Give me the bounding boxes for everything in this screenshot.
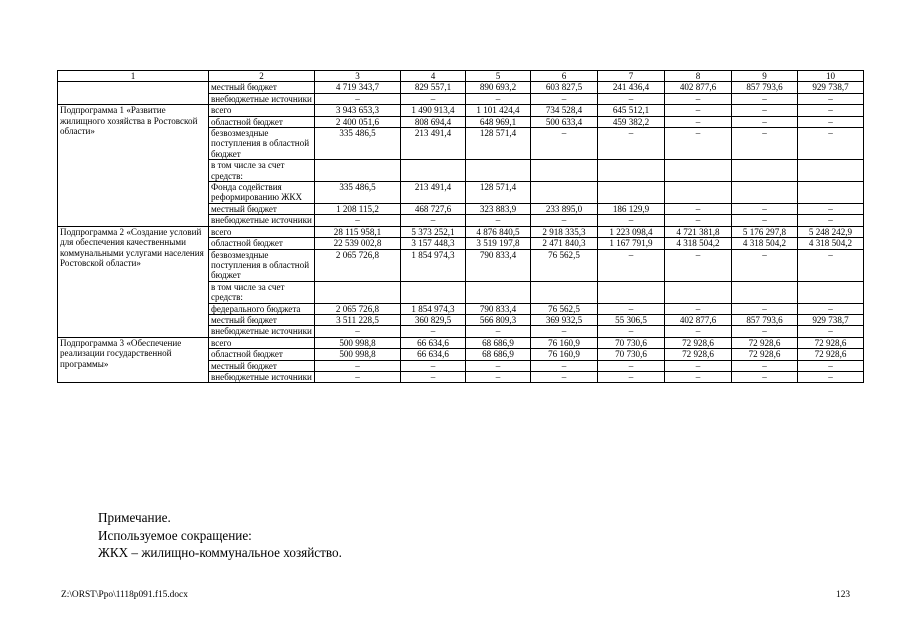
amount-cell: –: [401, 371, 466, 382]
footer-file-path: Z:\ORST\Ppo\1118p091.f15.docx: [61, 590, 188, 600]
column-number: 1: [58, 71, 209, 82]
amount-cell: –: [665, 93, 732, 104]
amount-cell: [466, 281, 531, 303]
amount-cell: –: [798, 203, 864, 214]
amount-cell: [732, 182, 798, 204]
note-abbreviation: ЖКХ – жилищно-коммунальное хозяйство.: [98, 545, 342, 560]
funding-source-cell: областной бюджет: [209, 349, 315, 360]
amount-cell: –: [466, 215, 531, 226]
amount-cell: –: [732, 116, 798, 127]
amount-cell: –: [665, 249, 732, 281]
amount-cell: 459 382,2: [598, 116, 665, 127]
amount-cell: 808 694,4: [401, 116, 466, 127]
amount-cell: 3 511 228,5: [315, 314, 401, 325]
amount-cell: –: [401, 215, 466, 226]
note-abbreviation-intro: Используемое сокращение:: [98, 527, 252, 543]
amount-cell: 72 928,6: [665, 349, 732, 360]
funding-source-cell: местный бюджет: [209, 203, 315, 214]
budget-table: [57, 70, 864, 383]
amount-cell: 5 176 297,8: [732, 226, 798, 237]
funding-source-cell: всего: [209, 105, 315, 116]
column-number: 5: [466, 71, 531, 82]
amount-cell: –: [401, 326, 466, 337]
amount-cell: –: [598, 93, 665, 104]
amount-cell: –: [732, 303, 798, 314]
page-number: 123: [836, 590, 851, 600]
note-heading: Примечание.: [98, 510, 171, 525]
amount-cell: –: [665, 371, 732, 382]
amount-cell: [598, 182, 665, 204]
column-number: 10: [798, 71, 864, 82]
amount-cell: 3 943 653,3: [315, 105, 401, 116]
amount-cell: 128 571,4: [466, 182, 531, 204]
amount-cell: 68 686,9: [466, 349, 531, 360]
amount-cell: –: [466, 93, 531, 104]
amount-cell: [798, 160, 864, 182]
amount-cell: 929 738,7: [798, 314, 864, 325]
amount-cell: 1 167 791,9: [598, 238, 665, 249]
amount-cell: –: [665, 360, 732, 371]
amount-cell: 790 833,4: [466, 303, 531, 314]
amount-cell: 66 634,6: [401, 349, 466, 360]
amount-cell: 648 969,1: [466, 116, 531, 127]
amount-cell: 128 571,4: [466, 128, 531, 160]
amount-cell: [531, 182, 598, 204]
amount-cell: [598, 160, 665, 182]
table-row: [58, 105, 864, 116]
funding-source-cell: в том числе за счет средств:: [209, 160, 315, 182]
amount-cell: 500 998,8: [315, 349, 401, 360]
funding-source-cell: внебюджетные источники: [209, 215, 315, 226]
amount-cell: 1 208 115,2: [315, 203, 401, 214]
amount-cell: 72 928,6: [732, 337, 798, 348]
amount-cell: 22 539 002,8: [315, 238, 401, 249]
amount-cell: –: [798, 93, 864, 104]
amount-cell: 213 491,4: [401, 182, 466, 204]
funding-source-cell: безвозмездные поступления в областной бюджет: [209, 128, 315, 160]
amount-cell: 4 318 504,2: [665, 238, 732, 249]
amount-cell: –: [315, 326, 401, 337]
amount-cell: –: [315, 93, 401, 104]
program-name-cell: [58, 82, 209, 105]
column-number: 2: [209, 71, 315, 82]
amount-cell: 402 877,6: [665, 82, 732, 93]
amount-cell: –: [531, 371, 598, 382]
amount-cell: 72 928,6: [665, 337, 732, 348]
amount-cell: 1 854 974,3: [401, 303, 466, 314]
column-number: 8: [665, 71, 732, 82]
amount-cell: –: [531, 326, 598, 337]
amount-cell: 3 519 197,8: [466, 238, 531, 249]
amount-cell: –: [315, 371, 401, 382]
amount-cell: 4 318 504,2: [798, 238, 864, 249]
amount-cell: –: [665, 203, 732, 214]
amount-cell: 186 129,9: [598, 203, 665, 214]
amount-cell: 369 932,5: [531, 314, 598, 325]
amount-cell: –: [732, 360, 798, 371]
amount-cell: 468 727,6: [401, 203, 466, 214]
amount-cell: 929 738,7: [798, 82, 864, 93]
amount-cell: –: [732, 371, 798, 382]
amount-cell: [798, 281, 864, 303]
amount-cell: 566 809,3: [466, 314, 531, 325]
amount-cell: 3 157 448,3: [401, 238, 466, 249]
amount-cell: 402 877,6: [665, 314, 732, 325]
amount-cell: 4 318 504,2: [732, 238, 798, 249]
amount-cell: [466, 160, 531, 182]
amount-cell: 76 160,9: [531, 349, 598, 360]
program-name-cell: Подпрограмма 3 «Обеспечение реализации государственной программы»: [58, 337, 209, 383]
amount-cell: –: [598, 249, 665, 281]
amount-cell: –: [598, 360, 665, 371]
amount-cell: –: [732, 326, 798, 337]
amount-cell: [598, 281, 665, 303]
amount-cell: –: [798, 249, 864, 281]
amount-cell: [665, 281, 732, 303]
amount-cell: –: [798, 116, 864, 127]
amount-cell: 2 918 335,3: [531, 226, 598, 237]
amount-cell: –: [401, 360, 466, 371]
table-row: [58, 337, 864, 348]
amount-cell: –: [798, 128, 864, 160]
amount-cell: 857 793,6: [732, 82, 798, 93]
amount-cell: –: [732, 105, 798, 116]
amount-cell: 890 693,2: [466, 82, 531, 93]
amount-cell: [401, 160, 466, 182]
amount-cell: 1 854 974,3: [401, 249, 466, 281]
amount-cell: 360 829,5: [401, 314, 466, 325]
amount-cell: –: [531, 128, 598, 160]
amount-cell: 500 998,8: [315, 337, 401, 348]
amount-cell: 70 730,6: [598, 337, 665, 348]
amount-cell: 790 833,4: [466, 249, 531, 281]
amount-cell: –: [732, 215, 798, 226]
column-number: 6: [531, 71, 598, 82]
amount-cell: [798, 182, 864, 204]
funding-source-cell: областной бюджет: [209, 116, 315, 127]
amount-cell: –: [665, 303, 732, 314]
amount-cell: 5 248 242,9: [798, 226, 864, 237]
amount-cell: [531, 160, 598, 182]
amount-cell: 4 719 343,7: [315, 82, 401, 93]
amount-cell: –: [531, 215, 598, 226]
funding-source-cell: местный бюджет: [209, 314, 315, 325]
amount-cell: 241 436,4: [598, 82, 665, 93]
amount-cell: 72 928,6: [798, 349, 864, 360]
funding-source-cell: федерального бюджета: [209, 303, 315, 314]
amount-cell: –: [798, 360, 864, 371]
amount-cell: –: [732, 203, 798, 214]
amount-cell: 2 400 051,6: [315, 116, 401, 127]
funding-source-cell: внебюджетные источники: [209, 371, 315, 382]
program-name-cell: Подпрограмма 1 «Развитие жилищного хозяйства в Ростовской области»: [58, 105, 209, 226]
amount-cell: –: [598, 215, 665, 226]
amount-cell: 66 634,6: [401, 337, 466, 348]
amount-cell: 2 471 840,3: [531, 238, 598, 249]
amount-cell: 857 793,6: [732, 314, 798, 325]
amount-cell: –: [598, 128, 665, 160]
amount-cell: 335 486,5: [315, 128, 401, 160]
amount-cell: –: [798, 215, 864, 226]
funding-source-cell: местный бюджет: [209, 360, 315, 371]
column-number: 7: [598, 71, 665, 82]
budget-table-body: [58, 71, 864, 383]
amount-cell: [401, 281, 466, 303]
column-number: 3: [315, 71, 401, 82]
amount-cell: –: [665, 105, 732, 116]
amount-cell: 72 928,6: [732, 349, 798, 360]
funding-source-cell: всего: [209, 337, 315, 348]
amount-cell: 1 490 913,4: [401, 105, 466, 116]
funding-source-cell: внебюджетные источники: [209, 326, 315, 337]
amount-cell: [665, 160, 732, 182]
amount-cell: –: [466, 360, 531, 371]
funding-source-cell: местный бюджет: [209, 82, 315, 93]
amount-cell: 72 928,6: [798, 337, 864, 348]
amount-cell: 4 876 840,5: [466, 226, 531, 237]
amount-cell: –: [732, 93, 798, 104]
amount-cell: [315, 281, 401, 303]
amount-cell: 68 686,9: [466, 337, 531, 348]
amount-cell: –: [531, 360, 598, 371]
table-row: [58, 82, 864, 93]
amount-cell: –: [466, 326, 531, 337]
amount-cell: [665, 182, 732, 204]
amount-cell: 5 373 252,1: [401, 226, 466, 237]
amount-cell: [315, 160, 401, 182]
amount-cell: –: [732, 128, 798, 160]
amount-cell: 2 065 726,8: [315, 249, 401, 281]
funding-source-cell: областной бюджет: [209, 238, 315, 249]
column-number: 4: [401, 71, 466, 82]
amount-cell: –: [665, 128, 732, 160]
table-header-row: [58, 71, 864, 82]
amount-cell: –: [531, 93, 598, 104]
amount-cell: 76 160,9: [531, 337, 598, 348]
amount-cell: 500 633,4: [531, 116, 598, 127]
funding-source-cell: безвозмездные поступления в областной бюджет: [209, 249, 315, 281]
amount-cell: 233 895,0: [531, 203, 598, 214]
amount-cell: 2 065 726,8: [315, 303, 401, 314]
amount-cell: [732, 281, 798, 303]
amount-cell: 645 512,1: [598, 105, 665, 116]
amount-cell: –: [798, 105, 864, 116]
amount-cell: [732, 160, 798, 182]
table-row: [58, 226, 864, 237]
amount-cell: 76 562,5: [531, 249, 598, 281]
amount-cell: 1 101 424,4: [466, 105, 531, 116]
amount-cell: 70 730,6: [598, 349, 665, 360]
amount-cell: –: [466, 371, 531, 382]
amount-cell: –: [315, 360, 401, 371]
amount-cell: –: [598, 326, 665, 337]
funding-source-cell: Фонда содействия реформированию ЖКХ: [209, 182, 315, 204]
amount-cell: –: [598, 303, 665, 314]
amount-cell: –: [798, 371, 864, 382]
funding-source-cell: в том числе за счет средств:: [209, 281, 315, 303]
amount-cell: 323 883,9: [466, 203, 531, 214]
amount-cell: 76 562,5: [531, 303, 598, 314]
amount-cell: 829 557,1: [401, 82, 466, 93]
amount-cell: –: [665, 215, 732, 226]
funding-source-cell: всего: [209, 226, 315, 237]
column-number: 9: [732, 71, 798, 82]
amount-cell: 213 491,4: [401, 128, 466, 160]
amount-cell: –: [598, 371, 665, 382]
amount-cell: –: [401, 93, 466, 104]
amount-cell: 603 827,5: [531, 82, 598, 93]
amount-cell: –: [732, 249, 798, 281]
amount-cell: 1 223 098,4: [598, 226, 665, 237]
amount-cell: –: [798, 326, 864, 337]
amount-cell: 4 721 381,8: [665, 226, 732, 237]
amount-cell: 28 115 958,1: [315, 226, 401, 237]
amount-cell: –: [315, 215, 401, 226]
program-name-cell: Подпрограмма 2 «Создание условий для обеспечения качественными коммунальными услугами населения Ростовской области»: [58, 226, 209, 337]
amount-cell: –: [665, 326, 732, 337]
funding-source-cell: внебюджетные источники: [209, 93, 315, 104]
note-block: [98, 509, 342, 562]
amount-cell: 335 486,5: [315, 182, 401, 204]
amount-cell: 55 306,5: [598, 314, 665, 325]
amount-cell: –: [665, 116, 732, 127]
amount-cell: 734 528,4: [531, 105, 598, 116]
amount-cell: [531, 281, 598, 303]
amount-cell: –: [798, 303, 864, 314]
